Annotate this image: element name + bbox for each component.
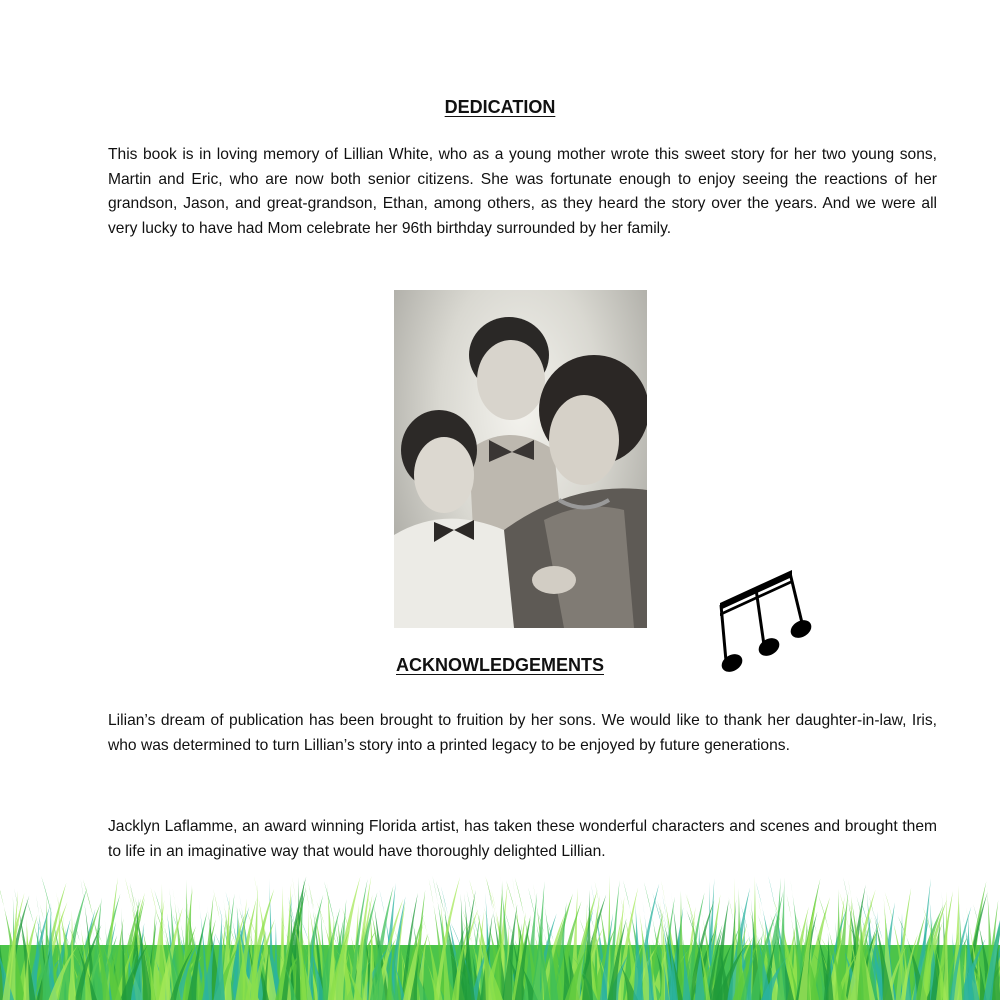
acknowledgements-paragraph-2: Jacklyn Laflamme, an award winning Florida artist, has taken these wonderful characters and scenes and brought them to life in an imaginative way that would have thoroughly delighted Lillian. [108,818,937,860]
family-photo [394,290,647,628]
dedication-heading: DEDICATION [444,97,556,117]
grass-border [0,875,1000,1000]
acknowledgements-heading: ACKNOWLEDGEMENTS [396,655,604,675]
family-photo-image [394,290,647,628]
dedication-text: This book is in loving memory of Lillian White, who as a young mother wrote this sweet story for her two young sons, Martin and Eric, who are now both senior citizens. She was fortunate enough to enjoy seeing the reactions of her grandson, Jason, and great-grandson, Ethan, among others, as they heard the story over the years. And we were all very lucky to have had Mom celebrate her 96th birthday surrounded by her family. [108,146,937,237]
acknowledgements-paragraph-1: Lilian’s dream of publication has been brought to fruition by her sons. We would like to thank her daughter-in-law, Iris, who was determined to turn Lillian’s story into a printed legacy to be enjoyed by future generations. [108,712,937,754]
